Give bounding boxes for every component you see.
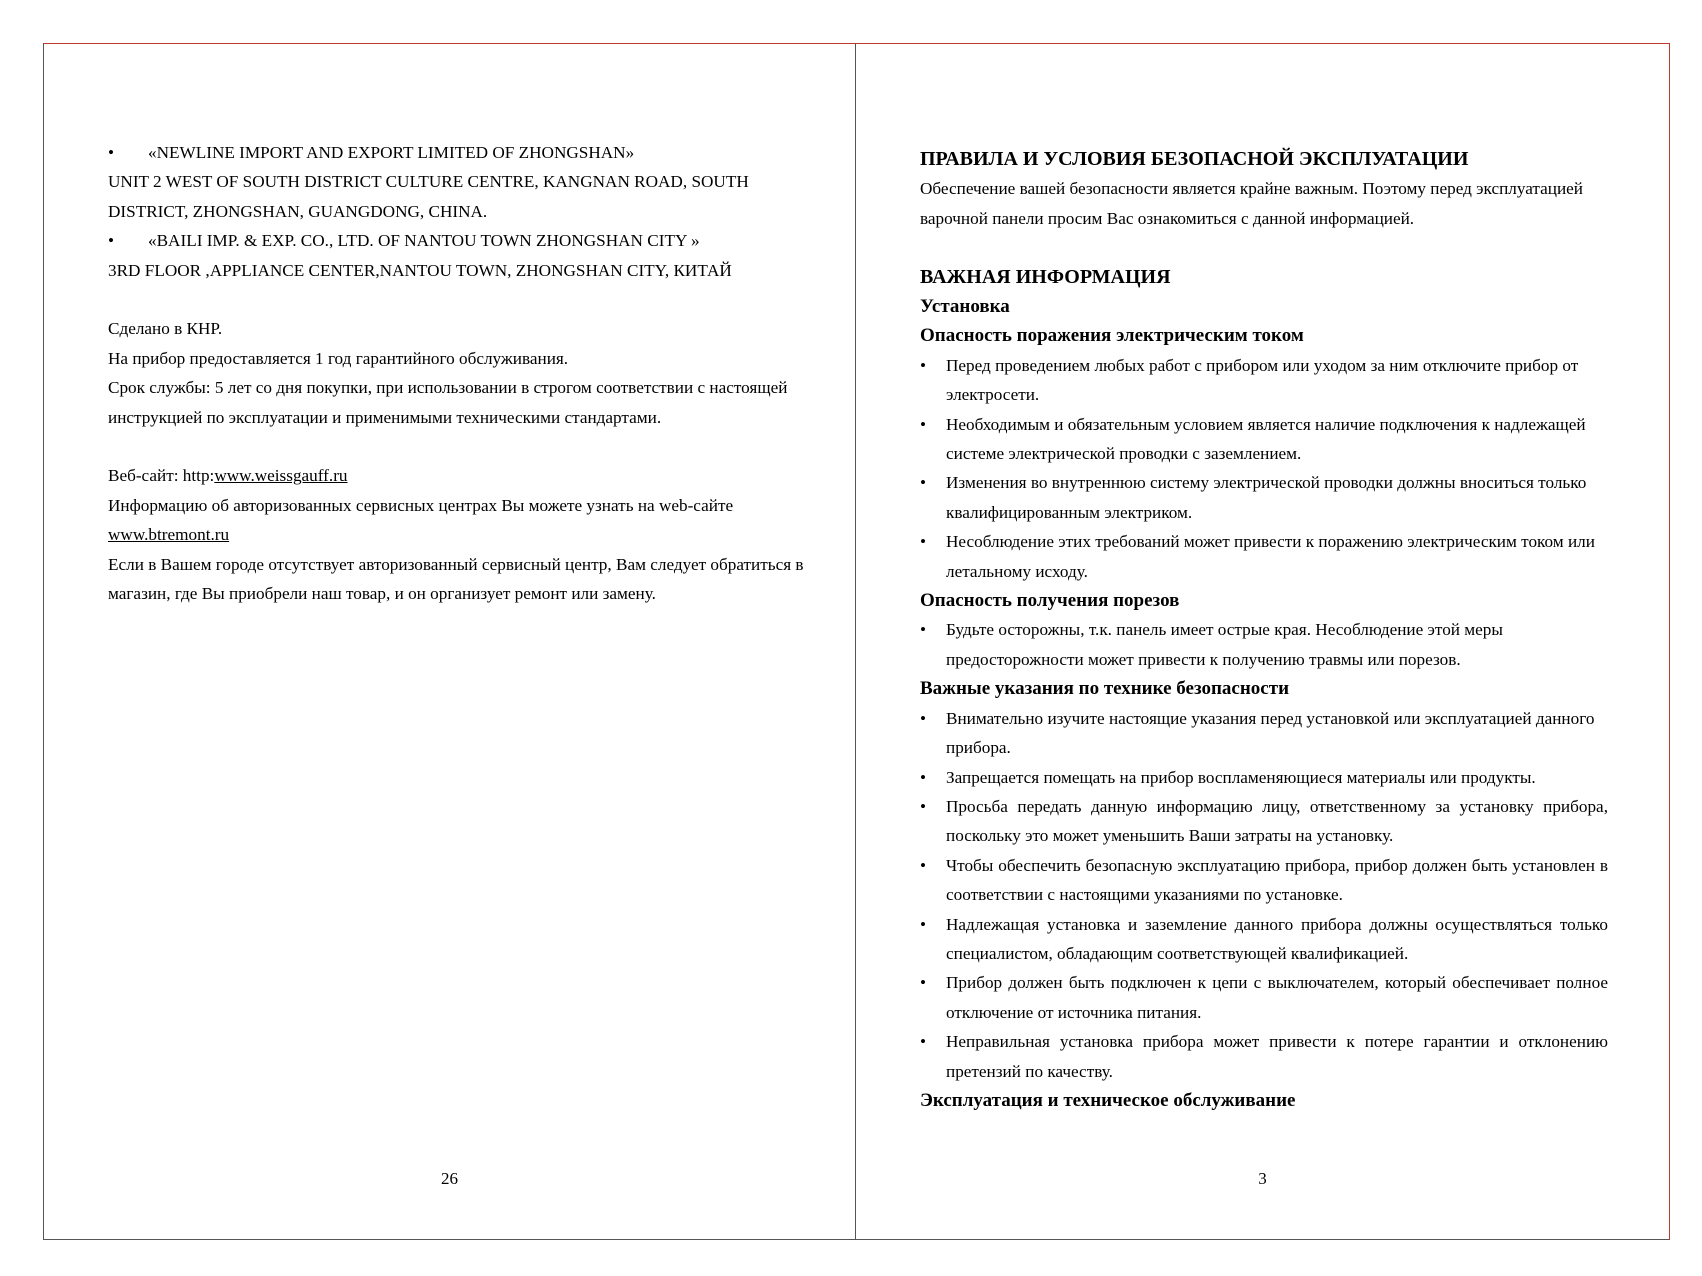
list-item-text: Необходимым и обязательным условием является наличие подключения к надлежащей системе электрической проводки с заземлением.: [946, 414, 1586, 464]
warranty-text: На прибор предоставляется 1 год гарантийного обслуживания.: [108, 348, 569, 368]
company-name: «BAILI IMP. & EXP. CO., LTD. OF NANTOU TOWN ZHONGSHAN CITY »: [148, 231, 700, 251]
list-item-text: Неправильная установка прибора может привести к потере гарантии и отклонению претензий по качеству.: [946, 1032, 1608, 1081]
list-item-text: Прибор должен быть подключен к цепи с выключателем, который обеспечивает полное отключение от источника питания.: [946, 973, 1608, 1022]
bullet: •: [920, 414, 927, 434]
intro-text: Обеспечение вашей безопасности является крайне важным. Поэтому перед эксплуатацией варочной панели просим Вас ознакомиться с данной информацией.: [920, 179, 1583, 228]
right-page-content: [920, 145, 1608, 1115]
address-item: [108, 138, 823, 167]
list-item: [920, 792, 1608, 851]
list-item-text: Изменения во внутреннюю систему электрической проводки должны вноситься только квалифицированным электриком.: [946, 473, 1587, 522]
safety-heading: Важные указания по технике безопасности: [920, 678, 1290, 700]
bullet: •: [920, 708, 927, 728]
left-page: [44, 43, 855, 1240]
address-item: [108, 226, 823, 255]
website-link[interactable]: www.weissgauff.ru: [214, 466, 348, 486]
company-name: «NEWLINE IMPORT AND EXPORT LIMITED OF ZHONGSHAN»: [148, 143, 635, 162]
electric-shock-heading: Опасность поражения электрическим током: [920, 325, 1304, 347]
service-life-text: Срок службы: 5 лет со дня покупки, при использовании в строгом соответствии с настоящей инструкцией по эксплуатации и применимыми техническими стандартами.: [108, 378, 788, 427]
bullet: •: [920, 973, 927, 993]
bullet: •: [920, 355, 927, 375]
list-item: [920, 351, 1608, 410]
list-item-text: Внимательно изучите настоящие указания перед установкой или эксплуатацией данного прибора.: [946, 708, 1595, 758]
company-address: 3RD FLOOR ,APPLIANCE CENTER,NANTOU TOWN, ZHONGSHAN CITY, КИТАЙ: [108, 260, 732, 280]
no-service-text: Если в Вашем городе отсутствует авторизованный сервисный центр, Вам следует обратиться в магазин, где Вы приобрели наш товар, и он организует ремонт или замену.: [108, 554, 804, 604]
operation-heading: Эксплуатация и техническое обслуживание: [920, 1089, 1296, 1111]
list-item-text: Просьба передать данную информацию лицу, ответственному за установку прибора, поскольку это может уменьшить Ваши затраты на установку.: [946, 796, 1608, 846]
list-item: [920, 851, 1608, 910]
list-item: [920, 1027, 1608, 1086]
important-heading: ВАЖНАЯ ИНФОРМАЦИЯ: [920, 265, 1171, 288]
bullet: •: [920, 855, 927, 875]
right-page: [856, 43, 1669, 1240]
page-number: 26: [441, 1169, 458, 1188]
install-heading: Установка: [920, 296, 1010, 318]
list-item-text: Несоблюдение этих требований может привести к поражению электрическим током или летальному исходу.: [946, 532, 1595, 581]
list-item-text: Надлежащая установка и заземление данного прибора должны осуществляться только специалистом, обладающим соответствующей квалификацией.: [946, 914, 1608, 963]
list-item-text: Запрещается помещать на прибор воспламеняющиеся материалы или продукты.: [946, 767, 1536, 787]
list-item: [920, 910, 1608, 969]
bullet: •: [920, 767, 927, 787]
list-item: [920, 615, 1608, 674]
list-item: [920, 527, 1608, 586]
website-label: Веб-сайт: http:: [108, 466, 215, 486]
made-in: Сделано в КНР.: [108, 319, 223, 339]
page-number: 3: [1258, 1169, 1267, 1188]
page-title: ПРАВИЛА И УСЛОВИЯ БЕЗОПАСНОЙ ЭКСПЛУАТАЦИИ: [920, 148, 1469, 170]
left-page-content: [108, 138, 823, 608]
list-item-text: Перед проведением любых работ с прибором или уходом за ним отключите прибор от электросети.: [946, 355, 1579, 405]
bullet: •: [108, 143, 115, 162]
list-item: [920, 763, 1608, 792]
bullet: •: [108, 231, 115, 251]
bullet: •: [920, 532, 927, 552]
bullet: •: [920, 620, 927, 640]
list-item: [920, 468, 1608, 527]
bullet: •: [920, 796, 927, 816]
list-item: [920, 968, 1608, 1027]
service-info-text: Информацию об авторизованных сервисных центрах Вы можете узнать на web-сайте: [108, 495, 734, 515]
cuts-heading: Опасность получения порезов: [920, 590, 1180, 612]
bullet: •: [920, 473, 927, 493]
service-link[interactable]: www.btremont.ru: [108, 525, 230, 545]
list-item-text: Будьте осторожны, т.к. панель имеет острые края. Несоблюдение этой меры предосторожности может привести к получению травмы или порезов.: [946, 620, 1503, 669]
bullet: •: [920, 914, 927, 934]
list-item: [920, 704, 1608, 763]
company-address: UNIT 2 WEST OF SOUTH DISTRICT CULTURE CENTRE, KANGNAN ROAD, SOUTH DISTRICT, ZHONGSHAN, GUANGDONG, CHINA.: [108, 172, 749, 221]
website-line: [108, 461, 823, 490]
list-item-text: Чтобы обеспечить безопасную эксплуатацию прибора, прибор должен быть установлен в соответствии с настоящими указаниями по установке.: [946, 855, 1608, 905]
list-item: [920, 410, 1608, 469]
bullet: •: [920, 1032, 927, 1052]
